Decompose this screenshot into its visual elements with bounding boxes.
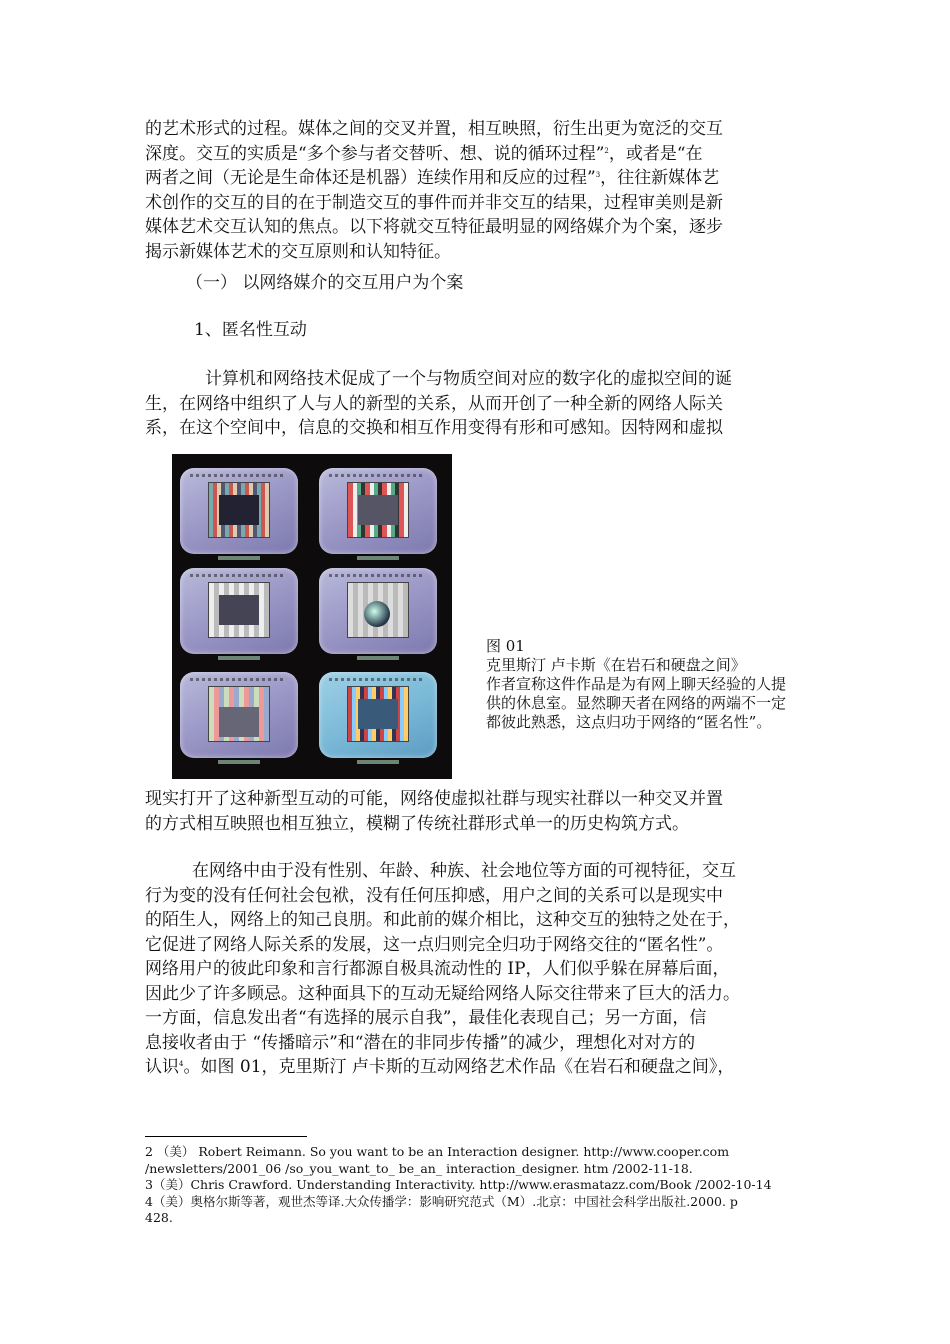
text-line: 的艺术形式的过程。媒体之间的交叉并置，相互映照，衍生出更为宽泛的交互 xyxy=(145,119,723,139)
text-line: 息接收者由于 “传播暗示”和“潜在的非同步传播”的减少，理想化对对方的 xyxy=(145,1032,696,1053)
text-line: 术创作的交互的目的在于制造交互的事件而并非交互的结果，过程审美则是新 xyxy=(145,192,723,213)
paragraph-intro xyxy=(145,117,810,264)
text-line: 一方面，信息发出者“有选择的展示自我”，最佳化表现自己；另一方面，信 xyxy=(145,1008,707,1028)
footnote-ref[interactable]: 4 xyxy=(179,1060,184,1068)
figure-caption xyxy=(486,637,786,732)
monitor-image xyxy=(180,568,298,654)
text-line: 行为变的没有任何社会包袱，没有任何压抑感，用户之间的关系可以是现实中 xyxy=(145,885,723,906)
text-line: 的陌生人，网络上的知己良朋。和此前的媒介相比，这种交互的独特之处在于， xyxy=(145,910,740,930)
monitor-image xyxy=(180,672,298,758)
monitor-image xyxy=(319,672,437,758)
subsection-heading: 1、匿名性互动 xyxy=(194,320,307,340)
monitor-image xyxy=(180,468,298,554)
text-line: 生，在网络中组织了人与人的新型的关系，从而开创了一种全新的网络人际关 xyxy=(145,393,723,414)
monitor-image xyxy=(319,568,437,654)
text-line: 两者之间（无论是生命体还是机器）连续作用和反应的过程”$^3$，往往新媒体艺 xyxy=(145,168,720,188)
text-line: 深度。交互的实质是“多个参与者交替听、想、说的循环过程”$^2$，或者是“在 xyxy=(145,143,703,164)
text-line: 系，在这个空间中，信息的交换和相互作用变得有形和可感知。因特网和虚拟 xyxy=(145,418,723,438)
text-line: 在网络中由于没有性别、年龄、种族、社会地位等方面的可视特征，交互 xyxy=(192,861,736,881)
footnote-line: 2 （美） Robert Reimann. So you want to be an Interaction designer. http://www.cooper.com xyxy=(145,1144,730,1159)
caption-line: 都彼此熟悉，这点归功于网络的“匿名性”。 xyxy=(486,713,772,731)
paragraph-virtual-space xyxy=(145,367,810,441)
text-line: 网络用户的彼此印象和言行都源自极具流动性的 IP，人们似乎躲在屏幕后面， xyxy=(145,959,730,979)
text-line: 认识$^4$。如图 01，克里斯汀 卢卡斯的互动网络艺术作品《在岩石和硬盘之间》， xyxy=(145,1057,735,1077)
text-line: 它促进了网络人际关系的发展，这一点归则完全归功于网络交往的“匿名性”。 xyxy=(145,934,724,955)
footnote-separator xyxy=(145,1136,307,1137)
paragraph-virtual-community xyxy=(145,787,810,836)
footnote-line: 428. xyxy=(145,1210,173,1225)
caption-line: 供的休息室。显然聊天者在网络的两端不一定 xyxy=(486,694,787,712)
text-line: 因此少了许多顾忌。这种面具下的互动无疑给网络人际交往带来了巨大的活力。 xyxy=(145,983,740,1004)
paragraph-anonymity xyxy=(145,859,810,1080)
figure-label: 图 01 xyxy=(486,637,525,655)
footnotes xyxy=(145,1144,815,1227)
text-line: 揭示新媒体艺术的交互原则和认知特征。 xyxy=(145,241,451,262)
footnote-line: 3（美）Chris Crawford. Understanding Interactivity. http://www.erasmatazz.com/Book /2002-10-14 xyxy=(145,1177,772,1192)
footnote-ref[interactable]: 2 xyxy=(604,146,609,155)
footnote-line: 4（美）奥格尔斯等著，观世杰等译.大众传播学：影响研究范式（M）.北京：中国社会科学出版社.2000. p xyxy=(145,1193,738,1209)
footnote-ref[interactable]: 3 xyxy=(595,171,601,179)
figure-01-image xyxy=(172,454,452,779)
text-line: 媒体艺术交互认知的焦点。以下将就交互特征最明显的网络媒介为个案，逐步 xyxy=(145,217,723,237)
caption-line: 作者宣称这件作品是为有网上聊天经验的人提 xyxy=(486,675,787,693)
footnote-line: /newsletters/2001_06 /so_you_want_to_ be_an_ interaction_designer. htm /2002-11-18. xyxy=(145,1160,693,1176)
figure-title: 克里斯汀 卢卡斯《在岩石和硬盘之间》 xyxy=(486,656,746,674)
monitor-image xyxy=(319,468,437,554)
text-line: 的方式相互映照也相互独立，模糊了传统社群形式单一的历史构筑方式。 xyxy=(145,813,689,834)
section-heading: （一） 以网络媒介的交互用户为个案 xyxy=(186,273,464,293)
text-line: 计算机和网络技术促成了一个与物质空间对应的数字化的虚拟空间的诞 xyxy=(205,369,732,389)
text-line: 现实打开了这种新型互动的可能，网络使虚拟社群与现实社群以一种交叉并置 xyxy=(145,789,723,809)
